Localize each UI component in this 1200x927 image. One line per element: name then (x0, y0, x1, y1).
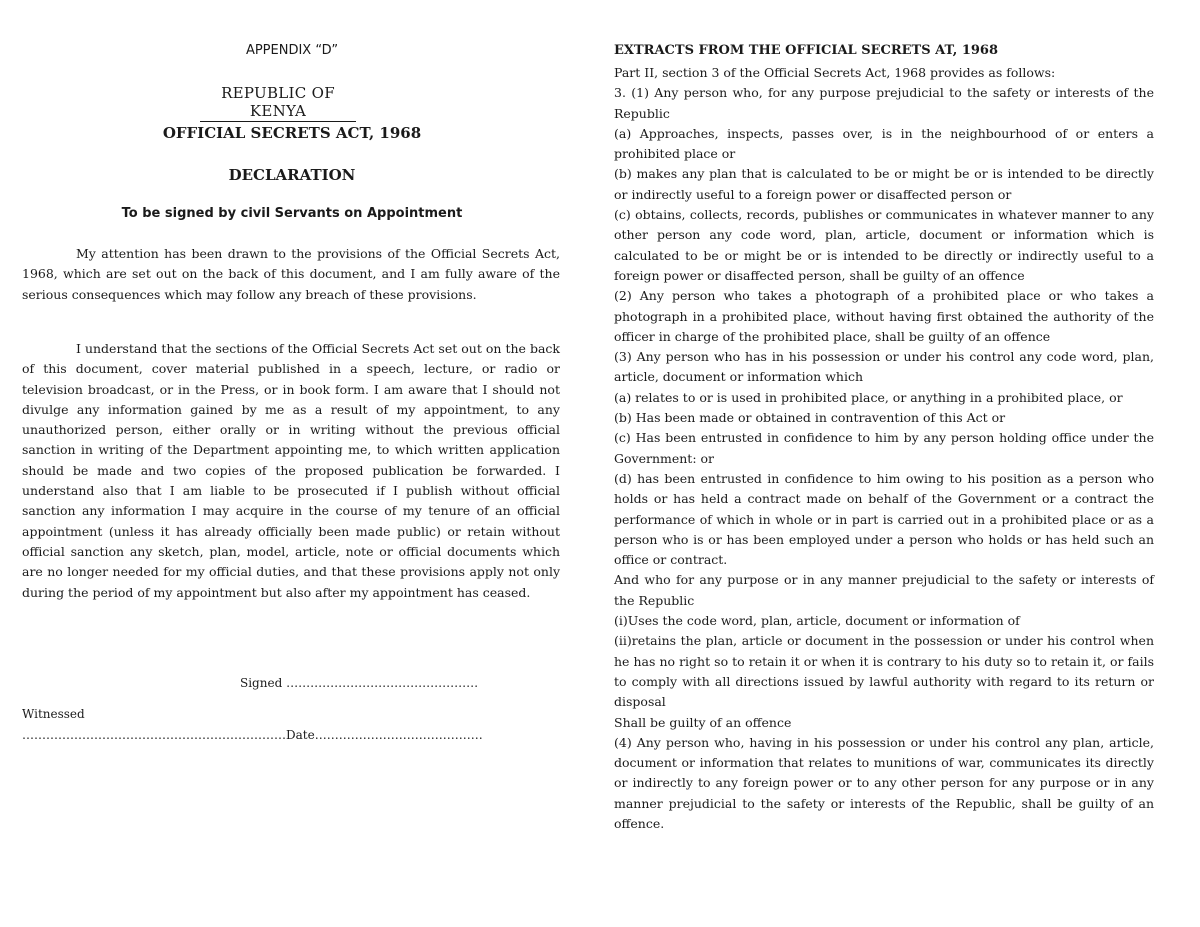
act-title: OFFICIAL SECRETS ACT, 1968 (162, 124, 422, 142)
extract-line: (a) Approaches, inspects, passes over, is in the neighbourhood of or enters a prohibited place or (614, 125, 1154, 162)
declaration-paragraph-1: My attention has been drawn to the provisions of the Official Secrets Act, 1968, which are set out on the back of this document, and I am fully aware of the serious consequences which may follow any breach of these provisions. (22, 246, 560, 302)
witness-date-line: …………………………………………………………Date…………………………………… (22, 728, 483, 742)
extract-line: 3. (1) Any person who, for any purpose prejudicial to the safety or interests of the Republic (614, 85, 1154, 121)
declaration-paragraph-2: I understand that the sections of the Official Secrets Act set out on the back of this document, cover material published in a speech, lecture, or radio or television broadcast, or in the Press, or in book form. I am aware that I should not divulge any information gained by me as a result of my appointment, to any unauthorized person, either orally or in writing without the previous official sanction in writing of the Department appointing me, to which written application should be made and two copies of the proposed publication be forwarded. I understand also that I am liable to be prosecuted if I publish without official sanction any information I may acquire in the course of my tenure of an official appointment (unless it has already officially been made public) or retain without official sanction any sketch, plan, model, article, note or official documents which are no longer needed for my official duties, and that these provisions apply not only during the period of my appointment but also after my appointment has ceased. (22, 341, 560, 600)
extracts-title: EXTRACTS FROM THE OFFICIAL SECRETS AT, 1968 (614, 43, 999, 58)
extracts-page (614, 0, 1154, 927)
extract-line: (b) Has been made or obtained in contravention of this Act or (614, 410, 1006, 426)
appendix-label: APPENDIX “D” (245, 43, 339, 58)
extract-line: (c) obtains, collects, records, publishes or communicates in whatever manner to any other person any code word, plan, article, document or information which is calculated to be or might be or is intended to be directly or indirectly useful to a foreign power or disaffected person, shall be guilty of an offence (614, 207, 1154, 283)
extract-line: Part II, section 3 of the Official Secrets Act, 1968 provides as follows: (614, 65, 1056, 80)
declaration-subtitle: To be signed by civil Servants on Appointment (121, 206, 463, 221)
extract-line: (a) relates to or is used in prohibited place, or anything in a prohibited place, or (614, 389, 1123, 405)
extract-line: (b) makes any plan that is calculated to be or might be or is intended to be directly or indirectly useful to a foreign power or disaffected person or (614, 166, 1154, 202)
extract-line: (ii)retains the plan, article or document in the possession or under his control when he has no right so to retain it or when it is contrary to his duty so to retain it, or fails to comply with all directions issued by lawful authority with regard to its return or disposal (614, 633, 1154, 710)
republic-heading: REPUBLIC OF KENYA (200, 84, 356, 122)
extracts-body (614, 63, 1154, 834)
extract-line: (4) Any person who, having in his possession or under his control any plan, article, document or information that relates to munitions of war, communicates its directly or indirectly to any foreign power or to any other person for any purpose or in any manner prejudicial to the safety or interests of the Republic, shall be guilty of an offence. (614, 734, 1154, 831)
witnessed-label: Witnessed (22, 707, 85, 721)
signature-line: Signed ………………………………………… (240, 676, 479, 690)
extract-line: (c) Has been entrusted in confidence to him by any person holding office under the Government: or (614, 430, 1154, 466)
declaration-heading: DECLARATION (228, 166, 356, 184)
extract-line: (i)Uses the code word, plan, article, document or information of (614, 613, 1020, 629)
extract-line: (3) Any person who has in his possession or under his control any code word, plan, article, document or information which (614, 349, 1154, 385)
extract-line: Shall be guilty of an offence (614, 714, 792, 730)
extract-line: And who for any purpose or in any manner prejudicial to the safety or interests of the Republic (614, 572, 1154, 608)
extract-line: (d) has been entrusted in confidence to him owing to his position as a person who holds or has held a contract made on behalf of the Government or a contract the performance of which in whole or in part is carried out in a prohibited place or as a person who is or has been employed under a person who holds or has held such an office or contract. (614, 470, 1154, 568)
extract-line: (2) Any person who takes a photograph of a prohibited place or who takes a photograph in a prohibited place, without having first obtained the authority of the officer in charge of the prohibited place, shall be guilty of an offence (614, 288, 1154, 344)
declaration-page (22, 0, 562, 927)
